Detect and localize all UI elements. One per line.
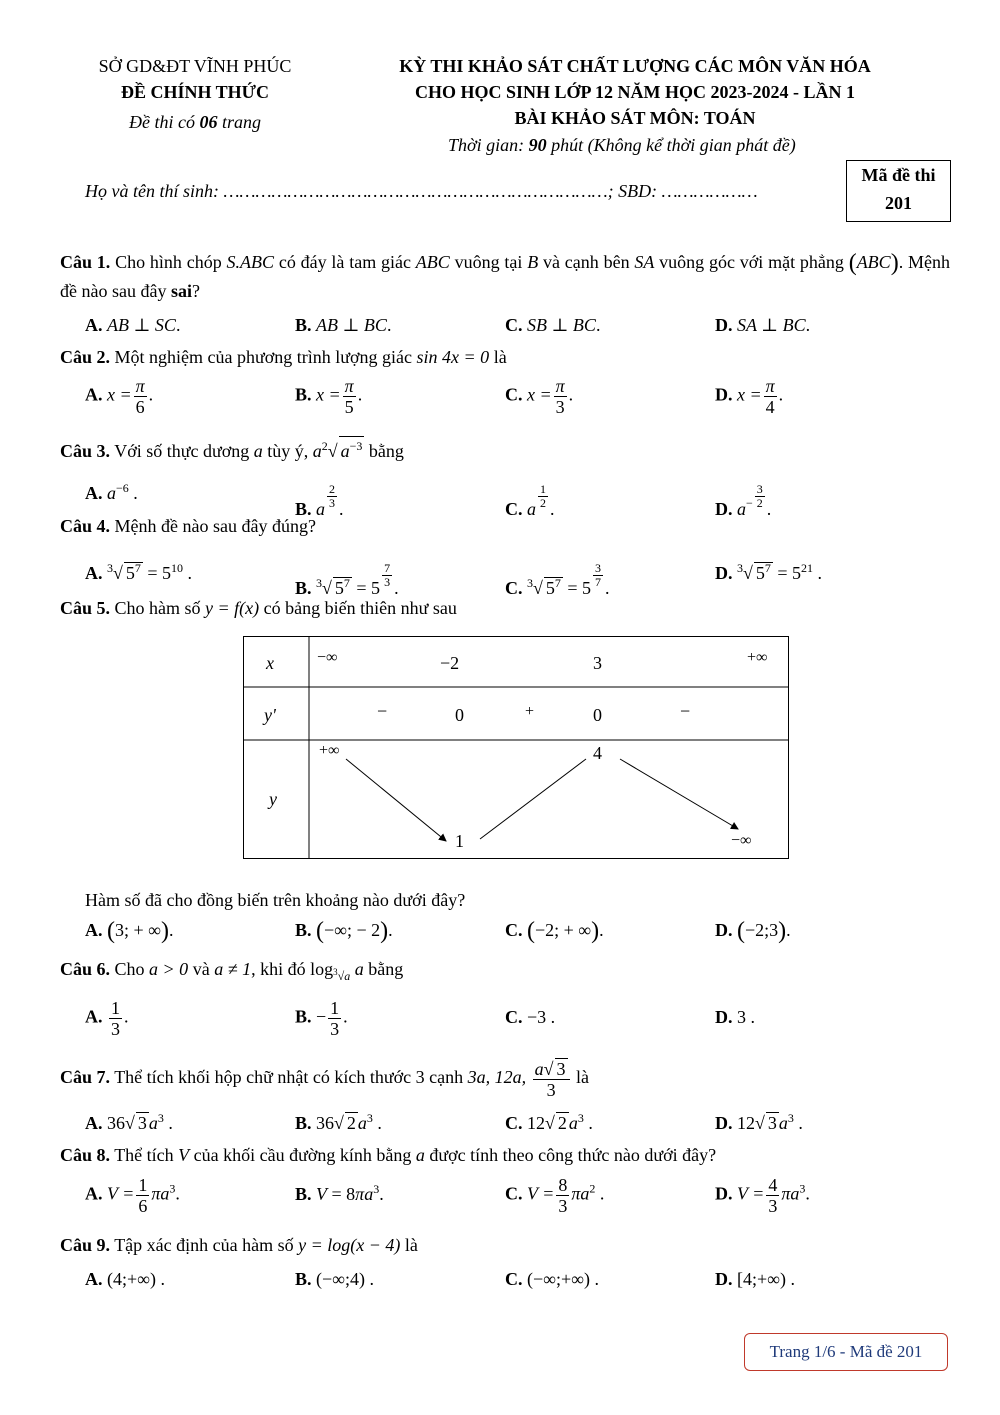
x-value-2: −2 bbox=[440, 653, 460, 673]
q2-option-a: A. x = $\frac{\pi}{6}$ . bbox=[85, 376, 154, 417]
q6-option-a: A. $\frac{1}{3}$ . bbox=[85, 998, 129, 1039]
y-value-minus-infinity: −∞ bbox=[731, 832, 752, 849]
official-label: ĐỀ CHÍNH THỨC bbox=[120, 82, 270, 102]
q6-option-b: B. − $\frac{1}{3}$ . bbox=[295, 998, 348, 1039]
sign-2: + bbox=[525, 703, 535, 720]
q2-option-d: D. x = $\frac{\pi}{4}$ . bbox=[715, 376, 784, 417]
student-info-line: Họ và tên thí sinh: ………………………………………………………………; SBD: ……………… bbox=[85, 181, 758, 201]
q8-option-b: B. $V = 8\pi a^3$. bbox=[295, 1182, 384, 1204]
x-value-3: 3 bbox=[593, 653, 602, 673]
exam-subject: BÀI KHẢO SÁT MÔN: TOÁN bbox=[514, 108, 756, 128]
q1-option-b: B. AB ⊥ BC. bbox=[295, 315, 392, 335]
y-value-max: 4 bbox=[593, 743, 602, 763]
q7-option-a: A. 36√ 3 $a^3$ . bbox=[85, 1111, 173, 1133]
q8-option-d: D. V = $\frac{4}{3}$ $\pi a^3$. bbox=[715, 1175, 810, 1216]
question-3: Câu 3. Với số thực dương a tùy ý, $a^2√$ $a^{-3}$ bằng bbox=[60, 436, 950, 465]
decreasing-arrow-2 bbox=[620, 759, 738, 829]
row-label-yprime: y' bbox=[264, 705, 276, 725]
question-8: Câu 8. Thể tích V của khối cầu đường kính bằng a được tính theo công thức nào dưới đây? bbox=[60, 1145, 717, 1165]
department-name: SỞ GD&ĐT VĨNH PHÚC bbox=[98, 56, 292, 76]
q3-option-a: A. $a^{-6}$ . bbox=[85, 481, 138, 503]
q3-option-d: D. a− $\frac{3}{2}$ . bbox=[715, 482, 772, 519]
q7-option-b: B. 36√ 2 $a^3$ . bbox=[295, 1111, 382, 1133]
y-value-min: 1 bbox=[455, 831, 464, 851]
page-count-note: Đề thi có 06 trang bbox=[129, 112, 261, 132]
q5-option-d: D. (−2;3). bbox=[715, 918, 791, 944]
question-5: Câu 5. Cho hàm số y = f(x) có bảng biến thiên như sau bbox=[60, 598, 457, 618]
question-2: Câu 2. Một nghiệm của phương trình lượng giác sin 4x = 0 là bbox=[60, 347, 507, 367]
row-label-y: y bbox=[269, 789, 277, 809]
q2-option-c: C. x = $\frac{\pi}{3}$ . bbox=[505, 376, 574, 417]
x-value-1: −∞ bbox=[317, 649, 338, 666]
q7-option-c: C. 12√ 2 $a^3$ . bbox=[505, 1111, 593, 1133]
q5-question: Hàm số đã cho đồng biến trên khoảng nào dưới đây? bbox=[85, 890, 466, 910]
exam-code-box bbox=[846, 160, 951, 222]
q1-option-d: D. SA ⊥ BC. bbox=[715, 315, 811, 335]
x-value-4: +∞ bbox=[747, 649, 768, 666]
q8-option-a: A. V = $\frac{1}{6}$ $\pi a^3$. bbox=[85, 1175, 180, 1216]
q1-option-c: C. SB ⊥ BC. bbox=[505, 315, 601, 335]
q7-option-d: D. 12√ 3 $a^3$ . bbox=[715, 1111, 803, 1133]
question-9: Câu 9. Tập xác định của hàm số y = log(x − 4) là bbox=[60, 1235, 418, 1255]
exam-time: Thời gian: 90 phút (Không kể thời gian phát đề) bbox=[448, 135, 796, 155]
exam-title-line-1: KỲ THI KHẢO SÁT CHẤT LƯỢNG CÁC MÔN VĂN HÓA bbox=[399, 56, 871, 76]
sign-3: − bbox=[680, 701, 691, 721]
sign-zero-1: 0 bbox=[455, 705, 464, 725]
increasing-arrow bbox=[480, 759, 586, 839]
q6-option-d: D. 3 . bbox=[715, 1007, 755, 1027]
exam-code-label: Mã đề thi bbox=[861, 165, 936, 185]
q5-option-a: A. (3; + ∞). bbox=[85, 918, 174, 944]
variation-table bbox=[243, 636, 789, 859]
q9-option-b: B. (−∞;4) . bbox=[295, 1269, 374, 1289]
q4-option-c: C. $^3$√ $5^7 = 5$ $\frac{3}{7}$ . bbox=[505, 561, 610, 598]
question-7: Câu 7. Thể tích khối hộp chữ nhật có kích thước 3 cạnh 3a, 12a, $\frac{a√ 3}{3}$ là bbox=[60, 1059, 590, 1100]
question-4: Câu 4. Mệnh đề nào sau đây đúng? bbox=[60, 516, 316, 536]
page-footer: Trang 1/6 - Mã đề 201 bbox=[744, 1333, 948, 1371]
q3-option-b: B. a $\frac{2}{3}$ . bbox=[295, 482, 344, 519]
q2-option-b: B. x = $\frac{\pi}{5}$ . bbox=[295, 376, 363, 417]
question-1: Câu 1. Cho hình chóp S.ABC có đáy là tam giác ABC vuông tại B và cạnh bên SA vuông góc với mặt phẳng (ABC). Mệnh đề nào sau đây sai? bbox=[60, 250, 950, 301]
question-6: Câu 6. Cho a > 0 và a ≠ 1, khi đó $\log_{^3√a} a$ bằng bbox=[60, 959, 404, 983]
decreasing-arrow-1 bbox=[346, 759, 446, 841]
sign-1: − bbox=[377, 701, 388, 721]
row-label-x: x bbox=[266, 653, 274, 673]
q8-option-c: C. V = $\frac{8}{3}$ $\pi a^2$ . bbox=[505, 1175, 605, 1216]
q5-option-b: B. (−∞; − 2). bbox=[295, 918, 393, 944]
q4-option-a: A. $^3$√ $5^7 = 5^{10}$ . bbox=[85, 561, 193, 583]
q4-option-b: B. $^3$√ $5^7 = 5$ $\frac{7}{3}$ . bbox=[295, 561, 399, 598]
q1-option-a: A. AB ⊥ SC. bbox=[85, 315, 181, 335]
q9-option-d: D. [4;+∞) . bbox=[715, 1269, 795, 1289]
q9-option-c: C. (−∞;+∞) . bbox=[505, 1269, 599, 1289]
sign-zero-2: 0 bbox=[593, 705, 602, 725]
q9-option-a: A. (4;+∞) . bbox=[85, 1269, 165, 1289]
q5-option-c: C. (−2; + ∞). bbox=[505, 918, 604, 944]
q3-option-c: C. a $\frac{1}{2}$ . bbox=[505, 482, 555, 519]
exam-title-line-2: CHO HỌC SINH LỚP 12 NĂM HỌC 2023-2024 - LẦN 1 bbox=[414, 82, 855, 102]
y-value-plus-infinity: +∞ bbox=[319, 742, 340, 759]
q6-option-c: C. −3 . bbox=[505, 1007, 556, 1027]
q4-option-d: D. $^3$√ $5^7 = 5^{21}$ . bbox=[715, 561, 823, 583]
exam-code-value: 201 bbox=[885, 193, 912, 213]
